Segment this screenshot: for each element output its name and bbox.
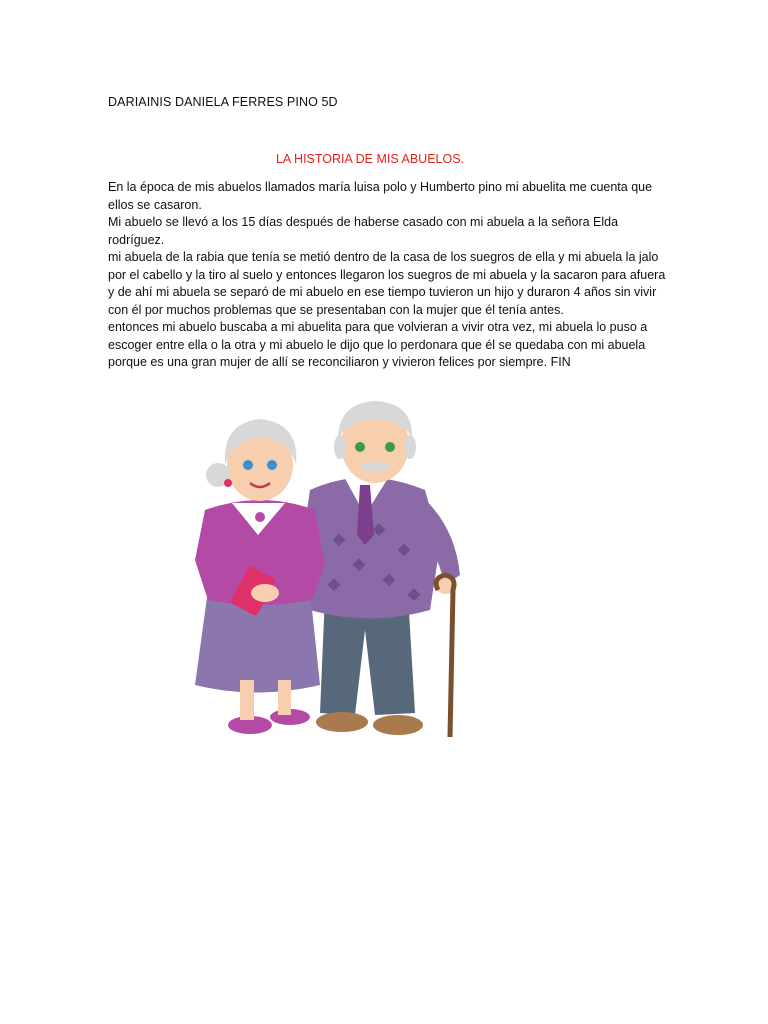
author-line: DARIAINIS DANIELA FERRES PINO 5D — [108, 95, 338, 109]
story-paragraph: mi abuela de la rabia que tenía se metió dentro de la casa de los suegros de ella y mi abuela la jalo por el cabello y la tiro al suelo y entonces llegaron los suegros de mi abuela y la sacaron para afuera y de ahí mi abuela se separó de mi abuelo en ese tiempo tuvieron un hijo y duraron 4 años sin vivir con él por muchos problemas que se presentaban con la mujer que él tenía antes. — [108, 250, 666, 317]
story-paragraph: En la época de mis abuelos llamados maría luisa polo y Humberto pino mi abuelita me cuenta que ellos se casaron. — [108, 180, 653, 212]
grandparents-illustration — [170, 395, 500, 750]
document-title — [0, 152, 740, 166]
story-paragraph: entonces mi abuelo buscaba a mi abuelita para que volvieran a vivir otra vez, mi abuela lo puso a escoger entre ella o la otra y mi abuelo le dijo que lo perdonara que él se quedaba con mi abuela porque es una gran mujer de allí se reconciliaron y vivieron felices por siempre. FIN — [108, 320, 648, 369]
document-title-text: LA HISTORIA DE MIS ABUELOS. — [275, 152, 465, 166]
story-paragraph: Mi abuelo se llevó a los 15 días después de haberse casado con mi abuela a la señora Elda rodríguez. — [108, 215, 619, 247]
grandparents-icon — [170, 395, 500, 750]
story-body — [108, 179, 668, 372]
